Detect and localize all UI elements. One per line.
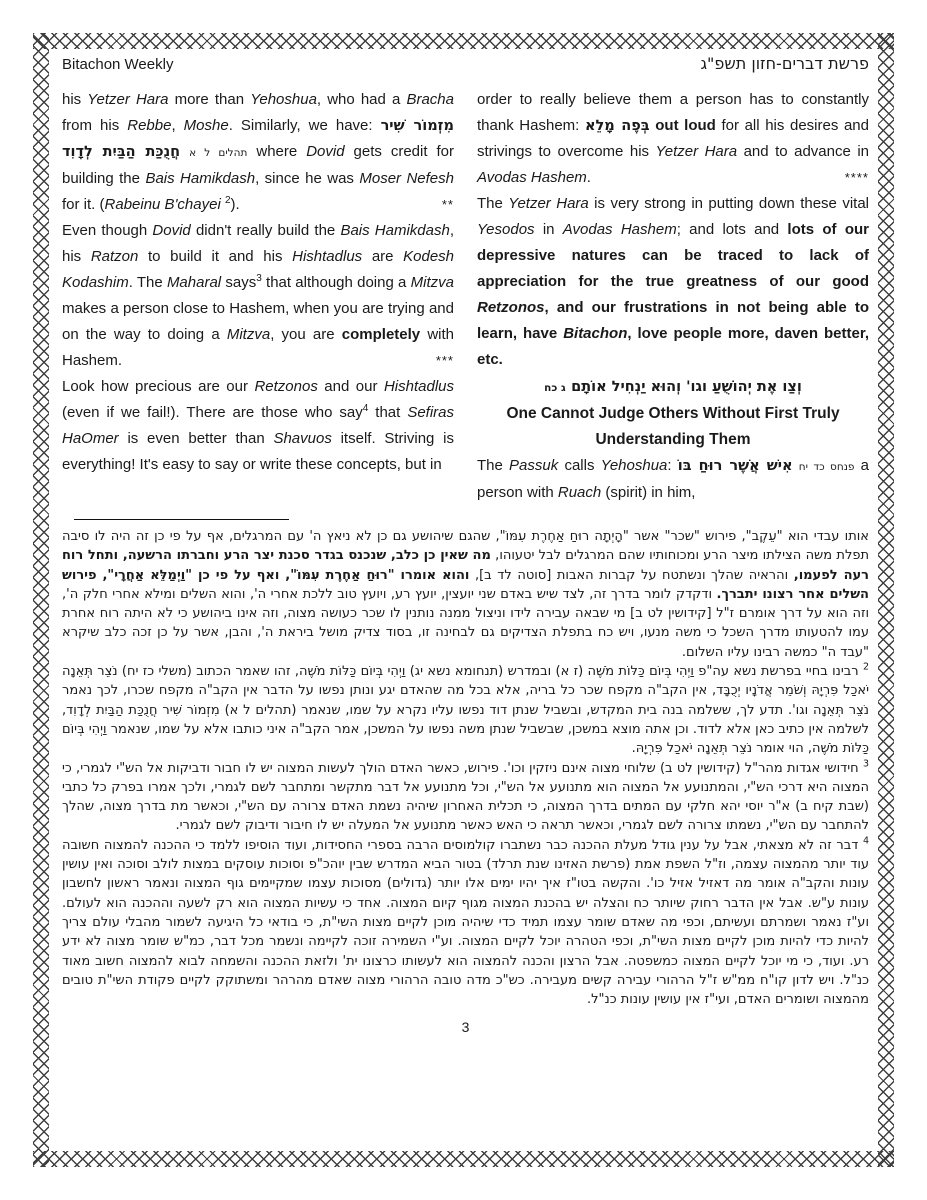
- paragraph: The Passuk calls Yehoshua: אִישׁ אֲשֶׁר רוּחַ בּוֹ פנחס כד יח a person with Ruach (spirit) in him,: [477, 457, 870, 501]
- footnote-marker: 3: [862, 758, 869, 770]
- footnote: [62, 662, 869, 758]
- footnote-text: דבר זה לא מצאתי, אבל על ענין גודל מעלת ההכנה כבר נשתברו קולמוסים הרבה בספרי החסידות, ועוד הוסיפו ללמד כי ההכנה להמצוה חשובה עוד יותר מהמצוה עצמה, וז"ל השפת אמת (פרשת האזינו שנת תרלד) בטור הביא המדרש שבין יוהכ"פ וסוכות עוסקים במצות לולב וסוכה ואין עושין עונות והקב"ה אומר מה דאזיל אזיל כו'. והקשה בטו"ז איך יהיו ימים אלו יותר (גדולים) מסוכות עצמו שמקיימים גוף המצוה ונאמר ראשון לחשבון עונות ע"ש. אבל אין הדבר רחוק שיותר כח והצלה יש בהכנת המצוה מגוף קיום המצוה. אחד כי עשיות המצוה הוא רק לשעה וההכנה הוא לעולם. וע"ז נאמר ושמרתם ועשיתם, וכפי מה שאדם שומר עצמו תמיד כדי שיהיה מוכן לקיים מצות השי"ת, כי בודאי כל היגיעה לשמור מהבלי עולם צריך להיות כדי להיות מוכן לקיים מצות השי"ת, וכפי הטהרה יוכל לקיים המצוה. וע"י השמירה זוכה לקיימה ונשמר מכל דבר, כמ"ש שומר מצוה לא ידע רע. ועוד, כי מי יוכל לקיים המצוה כמשפטה. אבל הרצון והכנה להמצוה הוא לעשותו כרצונו ית' ולזאת ההכנה והשמחה לבוא להמצוה חשוב מאוד כנ"ל. ויש לדון קו"ח ממ"ש ז"ל הרהורי עבירה קשים מעבירה. כש"כ מדה טובה הרהורי מצוה שאדם מהרהר ומשתוקק לקיים פקודת השי"ת טובים מהמצוה ושומרים האדם, ועי"ז אין עושין עונות כנ"ל.: [62, 837, 869, 1008]
- right-column: [477, 87, 869, 506]
- footnote-separator: [74, 519, 289, 520]
- paragraph: Even though Dovid didn't really build the Bais Hamikdash, his Ratzon to build it and his Hishtadlus are Kodesh Kodashim. The Maharal says$^3$ that although doing a Mitzva makes a person close to Hashem, when you are trying and on the way to doing a Mitzva, you are completely with Hashem. ***: [62, 222, 455, 369]
- footnote: [62, 759, 869, 836]
- hebrew-verse-heading: וְצַו אֶת יְהוֹשֻׁעַ וגו' וְהוּא יַנְחִיל אוֹתָם ג כח: [544, 379, 802, 395]
- footnote-marker: 4: [862, 835, 869, 847]
- border-pattern-bottom: [33, 1151, 894, 1167]
- footnote-text: חידושי אגדות מהר"ל (קידושין לט ב) שלוחי מצוה אינם ניזקין וכו'. פירוש, כאשר האדם הולך לעשות המצוה יש לו חבור ודביקות אל הש"י לגמרי, כי המצוה היא דרכי הש"י, והמתנועע אל המצוה הוא מתנועע אל הש"י, וכל מתנועע אל דבר מתקשר ומתחבר לשם לגמרי, ולכך אמרו בפרק כל כתבי (שבת קיח ב) א"ר יוסי יהא חלקי עם המתים בדרך המצוה, כי תכלית האחרון שיהיה נשמת האדם צרורה עם הש"י, וכאשר מת בדרך מצוה, שהלך להתחבר עם הש"י, נשמתו צרורה לשם לגמרי, וכאשר תראה כי האש כאשר מתנועע אל המעלה יש לו חיבור ודיבוק לשם לגמרי.: [62, 760, 869, 834]
- footnote: [62, 527, 869, 662]
- newsletter-title: Bitachon Weekly: [62, 56, 174, 73]
- page-number: 3: [461, 1019, 470, 1036]
- section-heading: One Cannot Judge Others Without First Truly Understanding Them: [506, 405, 840, 448]
- paragraph: order to really believe them a person has to constantly thank Hashem: בְּפֶה מָלֵא out loud for all his desires and strivings to overcome his Yetzer Hara and to advance in Avodas Hashem. ****: [477, 91, 869, 186]
- border-pattern-top: [33, 33, 894, 49]
- page-header: [62, 54, 869, 73]
- parsha-title: פרשת דברים-חזון תשפ"ג: [700, 54, 869, 73]
- border-pattern-left: [33, 33, 49, 1167]
- paragraph: his Yetzer Hara more than Yehoshua, who had a Bracha from his Rebbe, Moshe. Similarly, we have: מִזְמוֹר שִׁיר חֲנֻכַּת הַבַּיִת לְדָוִד תהלים ל א where Dovid gets credit for building the Bais Hamikdash, since he was Moser Nefesh for it. (Rabeinu B'chayei $^2$). **: [62, 91, 454, 213]
- border-pattern-right: [878, 33, 894, 1167]
- page-content: [62, 54, 869, 1035]
- footnote-text: אותו עבדי הוא "עֵקֶב", פירוש "שכר" אשר "הָיְתָה רוּחַ אַחֶרֶת עִמּוֹ", שהגם שיהושע גם כן לא ניאץ ה' עם המרגלים, אף על פי כן זה היה לו סיבה תפלת משה הצילתו מיצר הרע ומכוחותיו שהם המרגלים לבל יטעוהו, מה שאין כן כלב, שנכנס בגדר סכנת יצר הרע וחברתו הרשעה, ותחל רוח רעה לפעמו, והראיה שהלך ונשתטח על קברות האבות [סוטה לד ב], והוא אומרו "רוּחַ אַחֶרֶת עִמּוֹ", ואף על פי כן "וַיְמַלֵּא אַחֲרָי", פירוש השלים אחר רצונו יתברך. ודקדק לומר בדרך זה, לצד שיש באדם שני יועצין, יועץ רע, ויועץ טוב ללכת אחרי ה', והוא השלים ומילא אחרי חלק ה', וזה הוא על דרך אומרם ז"ל [קידושין לט ב] מי שבאה עבירה לידו וניצול ממנה נותנין לו שכר כעושה מצוה, וזה אינו ביהושע כי לא היתה רוח אחרת עמו להטעותו מדרך השכל כי משה מנעו, ויש כח בתפלת הצדיקים גם לבחינה זו, בסוד צדיק מושל ביראת ה', והבן, אשר על כן זכה כלב שיקרא "עבד ה" כמשה רבינו עליו השלום.: [62, 529, 870, 660]
- paragraph: Look how precious are our Retzonos and our Hishtadlus (even if we fail!). There are those who say$^4$ that Sefiras HaOmer is even better than Shavuos itself. Striving is everything! It's easy to say or write these concepts, but in: [62, 378, 454, 473]
- footnote-marker: 2: [862, 661, 869, 673]
- two-column-body: [62, 87, 869, 506]
- footnotes-section: [62, 527, 869, 1009]
- footnote-text: רבינו בחיי בפרשת נשא עה"פ וַיְהִי בְּיוֹם כַּלּוֹת מֹשֶׁה (ז א) ובמדרש (תנחומא נשא יג) וַיְהִי בְּיוֹם כַּלּוֹת מֹשֶׁה, זהו שאמר הכתוב (משלי כז יח) נֹצֵר תְּאֵנָה יֹאכַל פִּרְיָהּ וְשֹׁמֵר אֲדֹנָיו יְכֻבָּד, אין הקב"ה מקפח שכר כל בריה, אלא בכל מה שהאדם יגע ונותן נפשו על הדבר אין הקב"ה מקפח שכרו, לכך נאמר נֹצֵר תְּאֵנָה וגו'. תדע לך, ששלמה בנה בית המקדש, ובשביל שנתן דוד נפשו עליו נקרא על שמו, שנאמר (תהלים ל א) מִזְמוֹר שִׁיר חֲנֻכַּת הַבַּיִת לְדָוִד, לשלמה אין כתיב כאן אלא לדוד. וכן אתה מוצא במשכן, שבשביל שנתן משה נפשו על המשכן, אמר הקב"ה איני כותבו אלא על שמו, שנאמר וַיְהִי בְּיוֹם כַּלּוֹת מֹשֶׁה, הוי אומר נֹצֵר תְּאֵנָה יֹאכַל פִּרְיָהּ.: [62, 664, 869, 757]
- footnote: [62, 836, 869, 1010]
- left-column: [62, 87, 454, 506]
- paragraph: The Yetzer Hara is very strong in putting down these vital Yesodos in Avodas Hashem; and lots and lots of our depressive natures can be traced to lack of appreciation for the true greatness of our good Retzonos, and our frustrations in not being able to learn, have Bitachon, love people more, daven better, etc.: [477, 195, 870, 368]
